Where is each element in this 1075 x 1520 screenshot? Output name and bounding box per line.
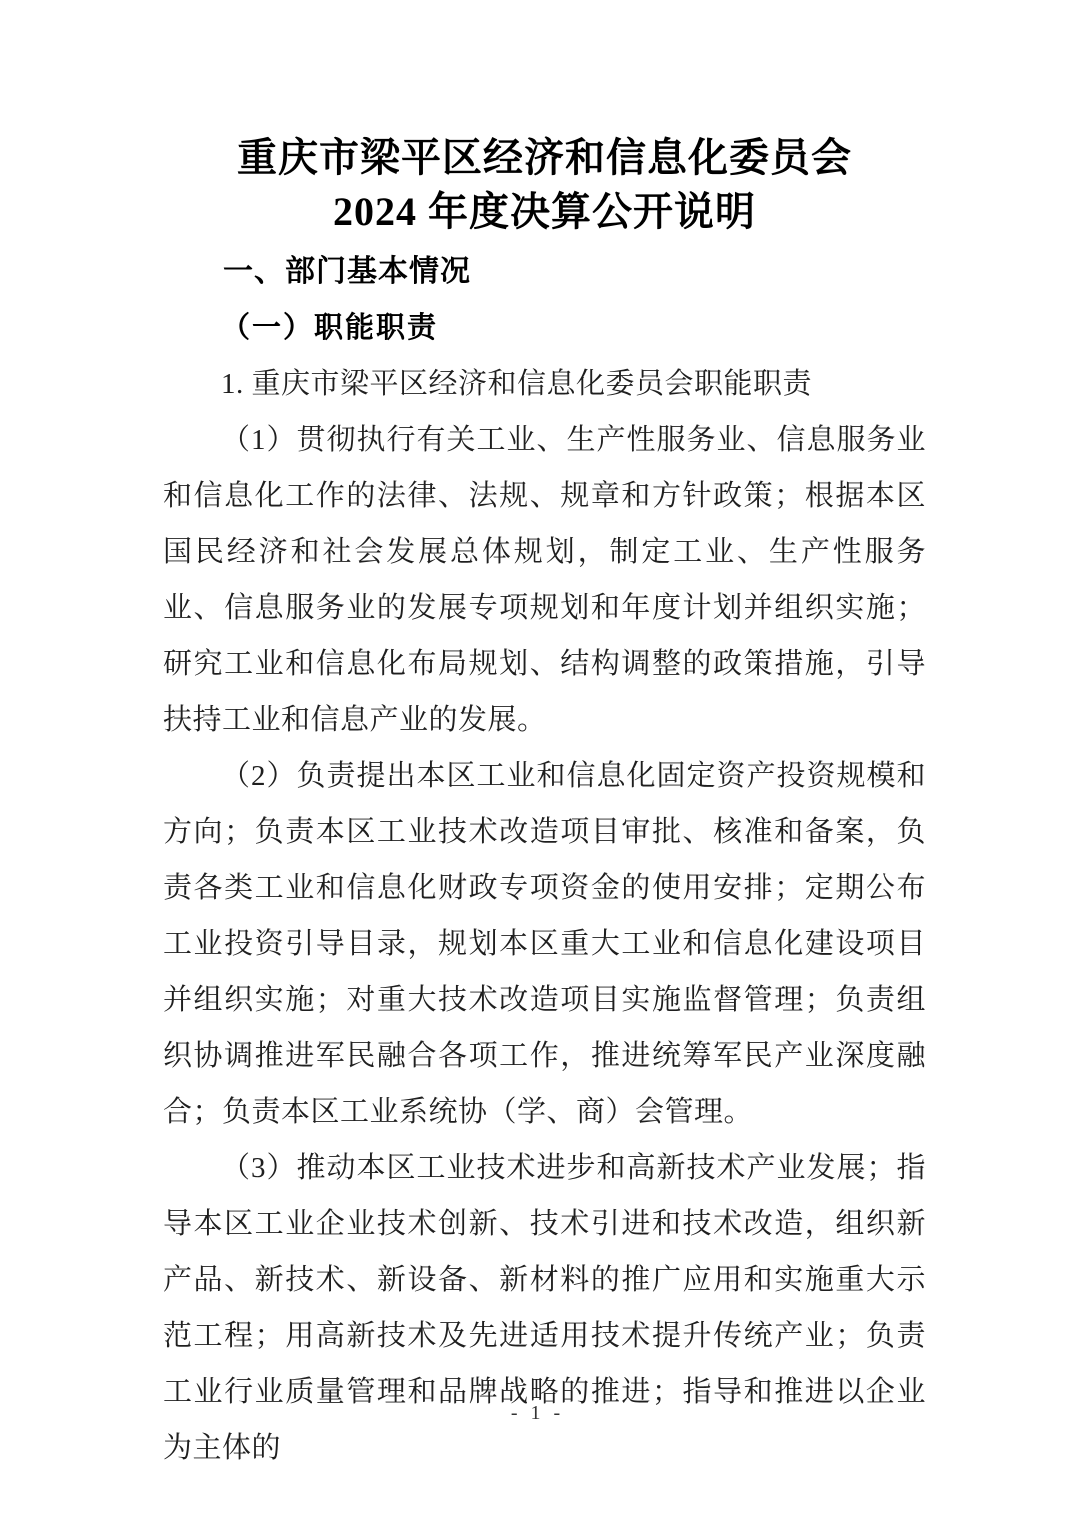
paragraph-duties-intro: 1. 重庆市梁平区经济和信息化委员会职能职责 [221,368,813,400]
page-number: - 1 - [510,1402,565,1424]
paragraph-duty-2: （2）负责提出本区工业和信息化固定资产投资规模和方向；负责本区工业技术改造项目审批、核准和备案，负责各类工业和信息化财政专项资金的使用安排；定期公布工业投资引导目录，规划本区重大工业和信息化建设项目并组织实施；对重大技术改造项目实施监督管理；负责组织协调推进军民融合各项工作，推进统筹军民产业深度融合；负责本区工业系统协（学、商）会管理。 [163,760,926,1128]
document-title-line2: 2024 年度决算公开说明 [333,189,756,234]
document-content [163,131,926,1476]
paragraph-duty-1: （1）贯彻执行有关工业、生产性服务业、信息服务业和信息化工作的法律、法规、规章和方针政策；根据本区国民经济和社会发展总体规划，制定工业、生产性服务业、信息服务业的发展专项规划和年度计划并组织实施；研究工业和信息化布局规划、结构调整的政策措施，引导扶持工业和信息产业的发展。 [163,424,926,736]
document-title-line1: 重庆市梁平区经济和信息化委员会 [237,135,852,180]
subsection-heading-functions-duties: （一）职能职责 [221,312,439,344]
section-heading-basic-situation: 一、部门基本情况 [223,255,471,288]
document-title [163,131,926,239]
paragraph-duty-3: （3）推动本区工业技术进步和高新技术产业发展；指导本区工业企业技术创新、技术引进和技术改造，组织新产品、新技术、新设备、新材料的推广应用和实施重大示范工程；用高新技术及先进适用技术提升传统产业；负责工业行业质量管理和品牌战略的推进；指导和推进以企业为主体的 [163,1152,926,1464]
